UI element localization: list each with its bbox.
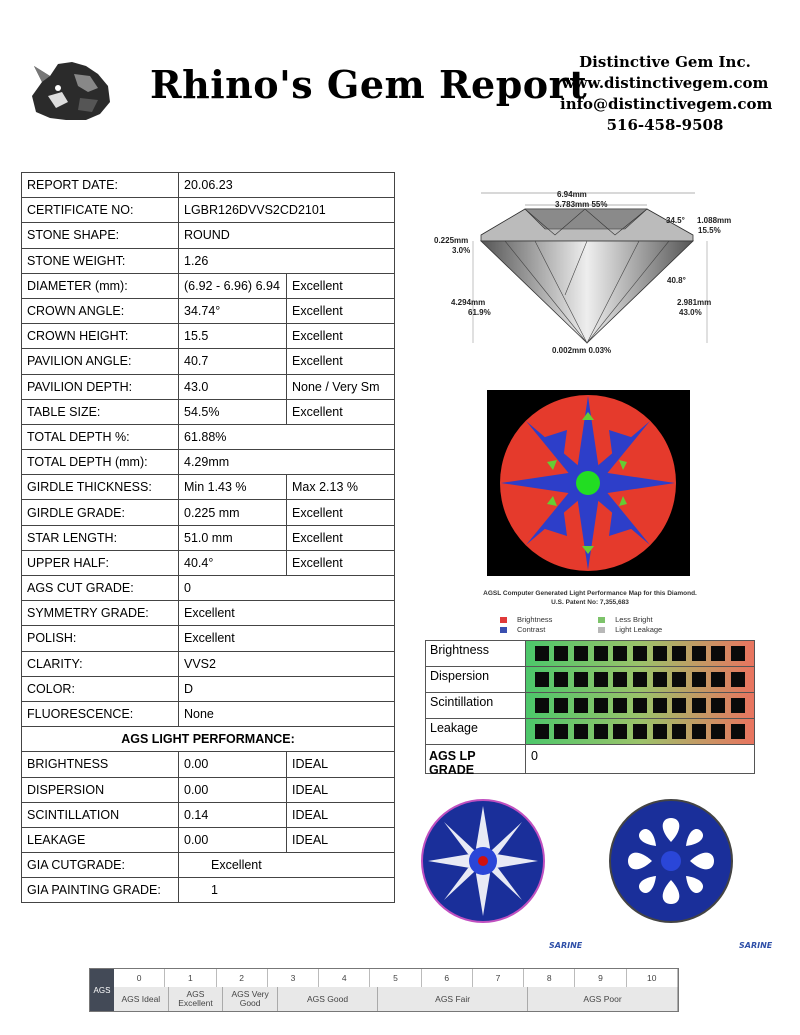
report-row [22,475,395,500]
row-label: CERTIFICATE NO: [22,198,179,223]
aset-legend [494,615,714,635]
lp-bar-cell [653,698,667,713]
lp-bar-cell [672,698,686,713]
company-email: info@distinctivegem.com [560,95,773,113]
row-label: TOTAL DEPTH (mm): [22,450,179,475]
lp-bar-cell [692,698,706,713]
row-label: CROWN HEIGHT: [22,324,179,349]
row-grade: Excellent [287,525,395,550]
scale-category: AGS Excellent [169,987,224,1011]
report-row [22,651,395,676]
report-row [22,450,395,475]
scale-number: 6 [422,969,473,987]
scale-number: 3 [268,969,319,987]
row-label: GIA CUTGRADE: [22,853,179,878]
profile-girdle: 0.225mm [434,236,469,245]
lp-bar-row [425,640,755,666]
report-row [22,525,395,550]
row-value: ROUND [179,223,395,248]
ags-light-row [22,752,395,777]
row-label: STONE WEIGHT: [22,248,179,273]
report-row [22,399,395,424]
lp-bar-cell [653,724,667,739]
row-label: FLUORESCENCE: [22,701,179,726]
report-row [22,701,395,726]
hearts-image [420,798,546,924]
lp-bar-cell [633,724,647,739]
agsl-note [440,589,740,607]
profile-diameter: 6.94mm [557,190,587,199]
row-value: LGBR126DVVS2CD2101 [179,198,395,223]
lp-bar-cell [613,672,627,687]
row-label: DISPERSION [22,777,179,802]
report-row [22,173,395,198]
ags-section-row [22,727,395,752]
profile-pavilion-angle: 40.8° [667,276,686,285]
row-label: PAVILION DEPTH: [22,374,179,399]
gia-row [22,878,395,903]
row-grade: Excellent [287,349,395,374]
lp-bar-cell [574,698,588,713]
lp-bar-cell [672,724,686,739]
row-label: GIA PAINTING GRADE: [22,878,179,903]
report-row [22,576,395,601]
profile-total-depth-pct: 61.9% [468,308,491,317]
lp-bar-label: Brightness [426,641,526,666]
row-value: Excellent [179,853,395,878]
agsl-note-line2: U.S. Patent No: 7,355,683 [551,599,629,606]
row-value: None [179,701,395,726]
row-value: 40.4° [179,550,287,575]
profile-total-depth: 4.294mm [451,298,486,307]
row-label: AGS CUT GRADE: [22,576,179,601]
report-row [22,676,395,701]
report-row [22,374,395,399]
row-value: 40.7 [179,349,287,374]
lp-grade-value: 0 [531,749,538,763]
report-row [22,424,395,449]
report-row [22,248,395,273]
row-value: D [179,676,395,701]
lp-bar-cell [633,698,647,713]
lp-bar-cell [633,646,647,661]
lp-bar-cell [535,698,549,713]
row-label: COLOR: [22,676,179,701]
row-grade: IDEAL [287,802,395,827]
aset-light-map [487,390,690,576]
row-grade: Excellent [287,273,395,298]
row-grade: IDEAL [287,777,395,802]
row-label: TABLE SIZE: [22,399,179,424]
lp-bar-label: Dispersion [426,667,526,692]
lp-bar-meter [526,641,754,666]
lp-bar-cell [633,672,647,687]
profile-pavilion-depth: 2.981mm [677,298,712,307]
row-label: POLISH: [22,626,179,651]
row-grade: Excellent [287,399,395,424]
lp-bar-cell [613,724,627,739]
profile-culet: 0.002mm 0.03% [552,346,612,355]
lp-bar-cell [594,724,608,739]
report-row [22,626,395,651]
row-label: UPPER HALF: [22,550,179,575]
lp-bar-row [425,666,755,692]
company-phone: 516-458-9508 [606,116,724,134]
row-value: 1.26 [179,248,395,273]
row-label: LEAKAGE [22,827,179,852]
row-label: CLARITY: [22,651,179,676]
lp-bar-row [425,718,755,744]
ags-light-row [22,802,395,827]
row-value: Min 1.43 % [179,475,287,500]
sarine-logo: SARINE [739,941,773,950]
lp-bar-cell [692,724,706,739]
report-row [22,349,395,374]
scale-number: 1 [165,969,216,987]
lp-bar-cell [731,698,745,713]
report-row [22,223,395,248]
lp-bar-cell [653,646,667,661]
lp-bar-cell [711,646,725,661]
lp-bar-cell [731,672,745,687]
lp-bar-cell [613,698,627,713]
legend-item-less-bright: Less Bright [598,615,688,625]
lp-bar-meter [526,693,754,718]
row-value: 0 [179,576,395,601]
lp-bar-cell [692,672,706,687]
rhino-logo-icon [28,52,114,124]
report-row [22,198,395,223]
lp-bar-cell [711,724,725,739]
ags-light-row [22,827,395,852]
lp-bar-cell [692,646,706,661]
lp-bar-cell [535,672,549,687]
report-row [22,601,395,626]
row-grade: Max 2.13 % [287,475,395,500]
row-value: 34.74° [179,298,287,323]
row-grade: Excellent [287,550,395,575]
row-value: VVS2 [179,651,395,676]
legend-swatch [500,627,507,633]
light-performance-bars [425,640,755,777]
legend-swatch [598,627,605,633]
lp-bar-cell [653,672,667,687]
row-grade: Excellent [287,324,395,349]
scale-category: AGS Fair [378,987,528,1011]
profile-pavilion-depth-pct: 43.0% [679,308,702,317]
row-value: Excellent [179,601,395,626]
lp-bar-meter [526,719,754,744]
scale-number: 0 [114,969,165,987]
profile-girdle-pct: 3.0% [452,246,471,255]
scale-tag: AGS [90,969,114,1011]
lp-bar-cell [554,698,568,713]
row-label: REPORT DATE: [22,173,179,198]
company-name: Distinctive Gem Inc. [579,53,751,71]
lp-bar-cell [613,646,627,661]
row-label: DIAMETER (mm): [22,273,179,298]
lp-bar-cell [535,724,549,739]
report-row [22,298,395,323]
lp-bar-cell [731,724,745,739]
row-grade: Excellent [287,500,395,525]
report-title: Rhino's Gem Report [150,62,588,107]
company-info [560,52,773,136]
diamond-profile-diagram [425,185,745,360]
lp-bar-cell [672,672,686,687]
scale-number: 10 [627,969,678,987]
lp-bar-cell [594,698,608,713]
row-value: Excellent [179,626,395,651]
report-table [21,172,395,903]
lp-bar-cell [554,672,568,687]
lp-bar-cell [574,672,588,687]
report-row [22,273,395,298]
scale-number: 4 [319,969,370,987]
row-label: TOTAL DEPTH %: [22,424,179,449]
profile-crown-angle: 34.5° [666,216,685,225]
legend-item-brightness: Brightness [500,615,590,625]
scale-number: 8 [524,969,575,987]
report-row [22,500,395,525]
row-label: BRIGHTNESS [22,752,179,777]
ags-grade-scale [89,968,679,1012]
lp-bar-label: Scintillation [426,693,526,718]
agsl-note-line1: AGSL Computer Generated Light Performance Map for this Diamond. [483,590,697,597]
lp-bar-row [425,692,755,718]
row-label: STONE SHAPE: [22,223,179,248]
row-label: GIRDLE THICKNESS: [22,475,179,500]
report-row [22,324,395,349]
row-grade: IDEAL [287,827,395,852]
legend-item-light-leakage: Light Leakage [598,625,688,635]
row-value: 54.5% [179,399,287,424]
row-grade: None / Very Sm [287,374,395,399]
row-label: GIRDLE GRADE: [22,500,179,525]
scale-category: AGS Good [278,987,378,1011]
lp-bar-cell [711,698,725,713]
lp-bar-cell [711,672,725,687]
profile-crown-height: 1.088mm [697,216,732,225]
ags-light-row [22,777,395,802]
row-value: 61.88% [179,424,395,449]
lp-grade-row [425,744,755,777]
row-value: (6.92 - 6.96) 6.94 [179,273,287,298]
row-value: 43.0 [179,374,287,399]
scale-category: AGS Ideal [114,987,169,1011]
row-value: 0.00 [179,752,287,777]
row-value: 0.00 [179,777,287,802]
profile-table: 3.783mm 55% [555,200,608,209]
lp-bar-cell [574,646,588,661]
lp-bar-cell [574,724,588,739]
legend-item-contrast: Contrast [500,625,590,635]
report-row [22,550,395,575]
row-label: SCINTILLATION [22,802,179,827]
row-label: SYMMETRY GRADE: [22,601,179,626]
row-value: 1 [179,878,395,903]
lp-bar-cell [554,724,568,739]
gia-row [22,853,395,878]
scale-number: 9 [575,969,626,987]
scale-category: AGS Very Good [223,987,278,1011]
row-label: STAR LENGTH: [22,525,179,550]
scale-number: 7 [473,969,524,987]
arrows-image [608,798,734,924]
lp-grade-label: AGS LP GRADE [426,745,526,773]
row-value: 15.5 [179,324,287,349]
legend-swatch [598,617,605,623]
scale-number: 2 [217,969,268,987]
company-website: www.distinctivegem.com [561,74,769,92]
row-grade: IDEAL [287,752,395,777]
row-value: 0.14 [179,802,287,827]
lp-bar-cell [594,672,608,687]
row-value: 20.06.23 [179,173,395,198]
row-grade: Excellent [287,298,395,323]
row-value: 51.0 mm [179,525,287,550]
ags-section-title: AGS LIGHT PERFORMANCE: [22,727,395,752]
row-label: PAVILION ANGLE: [22,349,179,374]
lp-bar-meter [526,667,754,692]
row-value: 0.00 [179,827,287,852]
scale-category: AGS Poor [528,987,678,1011]
lp-bar-cell [594,646,608,661]
sarine-logo: SARINE [549,941,583,950]
lp-bar-label: Leakage [426,719,526,744]
lp-bar-cell [672,646,686,661]
legend-swatch [500,617,507,623]
row-label: CROWN ANGLE: [22,298,179,323]
lp-bar-cell [535,646,549,661]
lp-bar-cell [731,646,745,661]
lp-bar-cell [554,646,568,661]
row-value: 0.225 mm [179,500,287,525]
scale-number: 5 [370,969,421,987]
profile-crown-height-pct: 15.5% [698,226,721,235]
row-value: 4.29mm [179,450,395,475]
